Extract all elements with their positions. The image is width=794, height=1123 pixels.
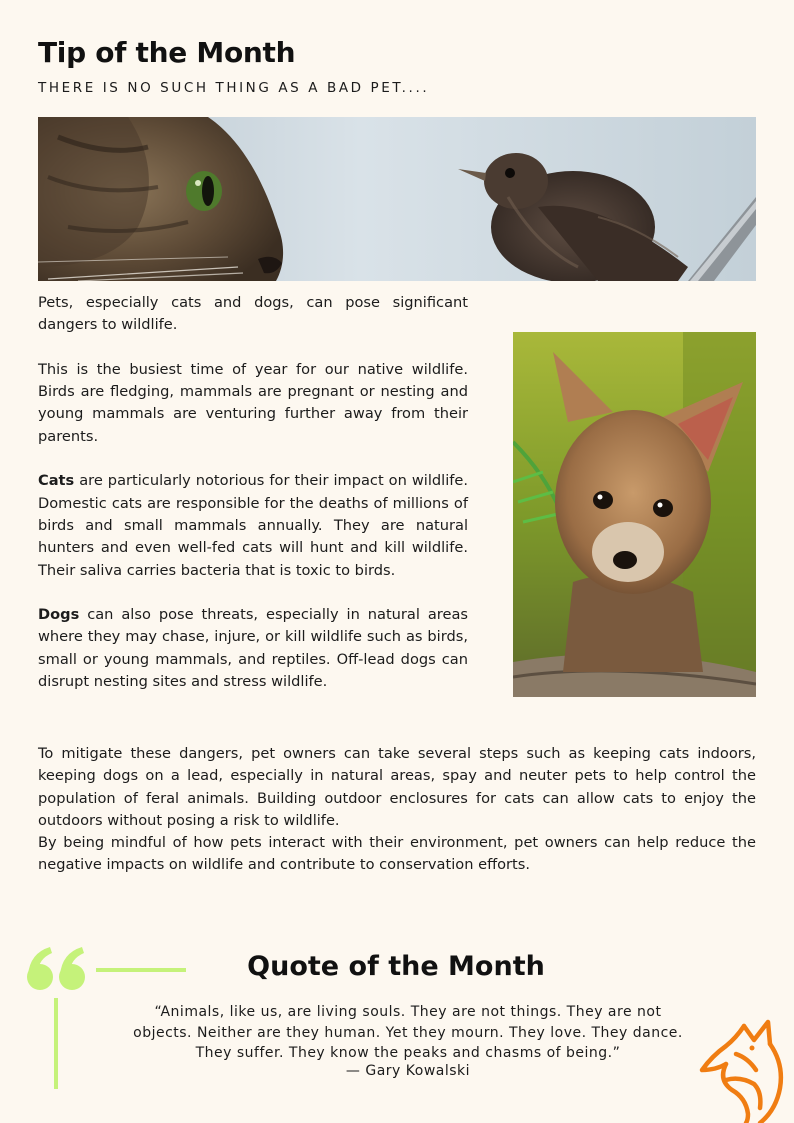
- paragraph-intro: Pets, especially cats and dogs, can pose significant dangers to wildlife.: [38, 294, 468, 334]
- fox-cub-photo: [513, 332, 756, 697]
- quote-author: — Gary Kowalski: [345, 1063, 471, 1079]
- paragraph-conclusion: By being mindful of how pets interact with their environment, pet owners can help reduce the negative impacts on wildlife and contribute to conservation efforts.: [38, 834, 756, 874]
- fox-logo-icon: [696, 1018, 794, 1123]
- quote-divider-vertical: [54, 998, 58, 1089]
- quote-marks-icon: [26, 945, 88, 991]
- paragraph-dogs: [38, 604, 468, 693]
- dogs-heading: Dogs: [38, 606, 80, 624]
- page-subtitle: THERE IS NO SUCH THING AS A BAD PET....: [38, 80, 430, 96]
- cats-heading: Cats: [38, 472, 75, 490]
- quote-text: “Animals, like us, are living souls. They are not things. They are not objects. Neither are they human. Yet they mourn. They love. They dance. They suffer. They know the peaks and chasms of being.”: [133, 1004, 683, 1061]
- paragraph-mitigation: To mitigate these dangers, pet owners can take several steps such as keeping cats indoors, keeping dogs on a lead, especially in natural areas, spay and neuter pets to help control the population of feral animals. Building outdoor enclosures for cats can allow cats to enjoy the outdoors without posing a risk to wildlife.: [38, 745, 756, 829]
- cats-text: are particularly notorious for their impact on wildlife. Domestic cats are responsible for the deaths of millions of birds and small mammals annually. They are natural hunters and even well-fed cats will hunt and kill wildlife. Their saliva carries bacteria that is toxic to birds.: [38, 472, 468, 579]
- dogs-text: can also pose threats, especially in natural areas where they may chase, injure, or kill wildlife such as birds, small or young mammals, and reptiles. Off-lead dogs can disrupt nesting sites and stress wildlife.: [38, 606, 468, 691]
- article-full-width-text: [38, 743, 756, 877]
- quote-section-title: Quote of the Month: [247, 951, 545, 982]
- page-title: Tip of the Month: [38, 36, 296, 69]
- paragraph-season: This is the busiest time of year for our native wildlife. Birds are fledging, mammals are pregnant or nesting and young mammals are venturing further away from their parents.: [38, 360, 468, 445]
- cat-and-bird-photo: [38, 117, 756, 281]
- paragraph-cats: [38, 470, 468, 581]
- quote-divider-horizontal: [96, 968, 186, 972]
- article-left-column: [38, 292, 468, 716]
